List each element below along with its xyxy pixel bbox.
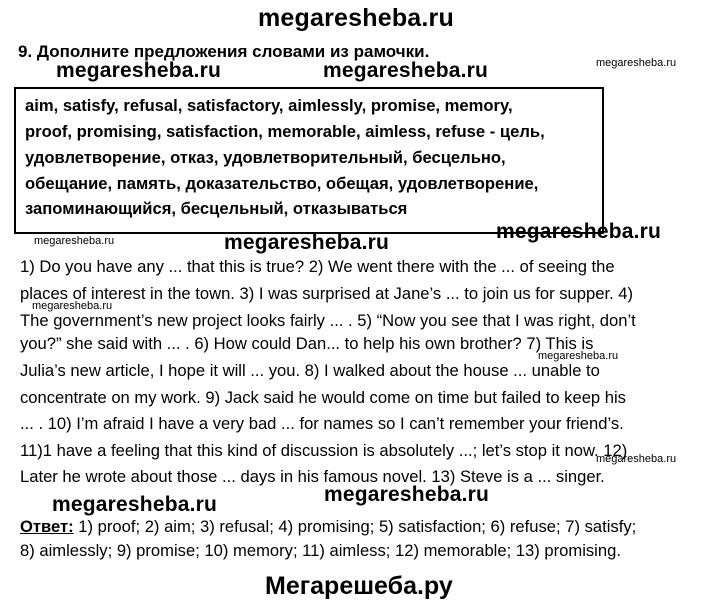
question-line: 1) Do you have any ... that this is true? 2) We went there with the ... of seeing the	[20, 257, 615, 276]
watermark-small: megaresheba.ru	[596, 57, 677, 69]
watermark-big: megaresheba.ru	[224, 231, 390, 254]
word-box-line: aim, satisfy, refusal, satisfactory, aimlessly, promise, memory,	[25, 96, 513, 115]
watermark-big: megaresheba.ru	[496, 220, 662, 243]
word-box-line: proof, promising, satisfaction, memorable, aimless, refuse - цель,	[25, 122, 545, 141]
watermark-small: megaresheba.ru	[34, 235, 115, 247]
answer-line	[20, 517, 636, 537]
answer-line: 8) aimlessly; 9) promise; 10) memory; 11) aimless; 12) memorable; 13) promising.	[20, 541, 621, 560]
exercise-title: 9. Дополните предложения словами из рамочки.	[18, 42, 430, 61]
question-line: concentrate on my work. 9) Jack said he would come on time but failed to keep his	[20, 388, 626, 407]
watermark-small: megaresheba.ru	[538, 350, 619, 362]
answer-text: 1) proof; 2) aim; 3) refusal; 4) promising; 5) satisfaction; 6) refuse; 7) satisfy;	[73, 517, 637, 536]
watermark-big: megaresheba.ru	[56, 59, 222, 82]
watermark-big: megaresheba.ru	[324, 483, 490, 506]
watermark-small: megaresheba.ru	[596, 453, 677, 465]
question-line: places of interest in the town. 3) I was surprised at Jane’s ... to join us for supper. 4)	[20, 284, 634, 303]
word-box-line: удовлетворение, отказ, удовлетворительный, бесцельно,	[25, 148, 506, 167]
site-footer-brand: Мегарешеба.ру	[265, 572, 453, 600]
question-line: you?” she said with ... . 6) How could Dan... to help his own brother? 7) This is	[20, 334, 594, 353]
word-box-line: запоминающийся, бесцельный, отказываться	[25, 199, 408, 218]
word-box-line: обещание, память, доказательство, обещая, удовлетворение,	[25, 174, 539, 193]
answer-label: Ответ:	[20, 517, 74, 536]
question-line: The government’s new project looks fairly ... . 5) “Now you see that I was right, don’t	[20, 311, 636, 330]
site-watermark-top: megaresheba.ru	[258, 4, 454, 32]
watermark-big: megaresheba.ru	[52, 493, 218, 516]
word-box	[14, 87, 604, 234]
question-line: Julia’s new article, I hope it will ... you. 8) I walked about the house ... unable to	[20, 361, 600, 380]
question-line: 11)1 have a feeling that this kind of discussion is absolutely ...; let’s stop it now. 12)	[20, 441, 628, 460]
question-line: ... . 10) I’m afraid I have a very bad ... for names so I can’t remember your friend’s.	[20, 414, 624, 433]
question-line: Later he wrote about those ... days in his famous novel. 13) Steve is a ... singer.	[20, 467, 605, 486]
watermark-big: megaresheba.ru	[323, 59, 489, 82]
watermark-small: megaresheba.ru	[32, 300, 113, 312]
